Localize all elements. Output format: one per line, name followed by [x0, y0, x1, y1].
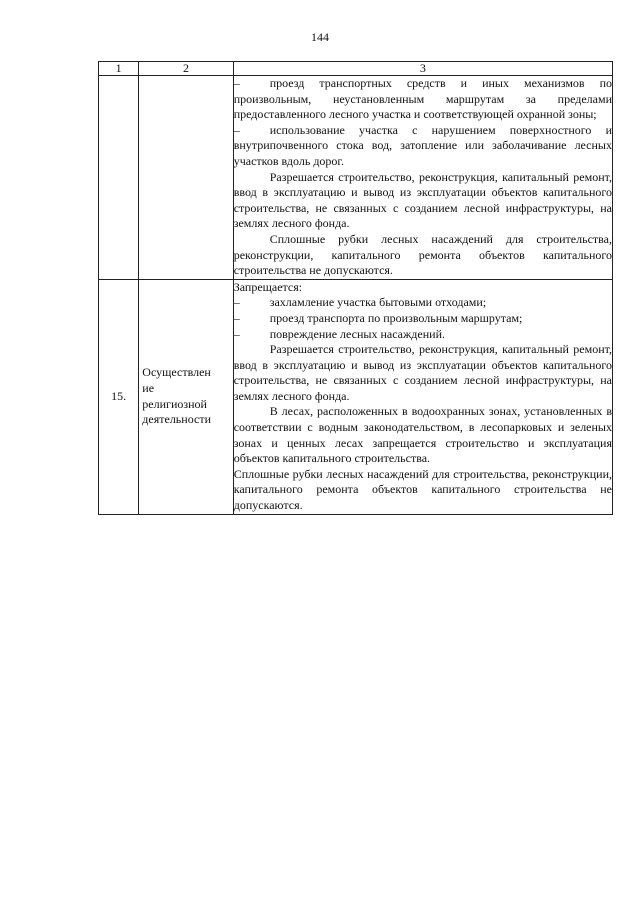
name-line: деятельности [142, 412, 211, 427]
paragraph: Запрещается: [233, 279, 303, 294]
paragraph-text: захламление участка бытовыми отходами; [269, 295, 487, 310]
page-number: 144 [311, 30, 329, 44]
paragraph [234, 123, 612, 170]
table-row-continued [99, 76, 613, 280]
row-continued-num [99, 76, 139, 280]
paragraph: Сплошные рубки лесных насаждений для строительства, реконструкции, капитального ремонта объектов капитального строительства не допускаются. [233, 466, 612, 513]
paragraph-text: проезд транспортных средств и иных механизмов по произвольным, неустановленным маршрутам за пределами предоставленного лесного участка и соответствующей охранной зоны; [233, 76, 612, 122]
name-line: Осуществлен [142, 365, 211, 380]
table-header-row [99, 62, 613, 76]
paragraph [234, 311, 612, 327]
name-line: ие [142, 381, 155, 396]
dash-marker: – [233, 310, 240, 325]
row-15-name [139, 279, 233, 514]
paragraph: Разрешается строительство, реконструкция, капитальный ремонт, ввод в эксплуатацию и вывод из эксплуатации объектов капитального строительства, не связанных с созданием лесной инфраструктуры, на землях лесного фонда. [233, 169, 612, 231]
dash-marker: – [233, 122, 240, 137]
header-col-3: 3 [233, 62, 612, 76]
row-continued-name [139, 76, 233, 280]
dash-marker: – [233, 76, 240, 90]
row-15-num: 15. [99, 279, 139, 514]
paragraph-text: проезд транспорта по произвольным маршрутам; [269, 310, 523, 325]
paragraph-text: повреждение лесных насаждений. [269, 326, 445, 341]
paragraph: Сплошные рубки лесных насаждений для строительства, реконструкции, капитального ремонта объектов капитального строительства не допускаются. [233, 231, 612, 278]
dash-marker: – [233, 295, 240, 310]
paragraph: Разрешается строительство, реконструкция, капитальный ремонт, ввод в эксплуатацию и вывод из эксплуатации объектов капитального строительства, не связанных с созданием лесной инфраструктуры, на землях лесного фонда. [233, 342, 612, 403]
document-table [98, 61, 613, 515]
row-continued-content [233, 76, 612, 280]
paragraph [234, 327, 612, 343]
table-row-15 [99, 279, 613, 514]
paragraph: В лесах, расположенных в водоохранных зонах, установленных в соответствии с водным законодательством, в лесопарковых и зеленых зонах и ценных лесах запрещается строительство и эксплуатация объектов капитального строительства. [233, 404, 612, 466]
dash-marker: – [233, 326, 240, 341]
paragraph [234, 76, 612, 123]
name-line: религиозной [142, 396, 207, 411]
paragraph [234, 295, 612, 311]
paragraph-text: использование участка с нарушением поверхностного и внутрипочвенного стока вод, затопление или заболачивание лесных участков вдоль дорог. [233, 122, 612, 168]
header-col-2: 2 [139, 62, 233, 76]
row-15-content [233, 279, 612, 514]
header-col-1: 1 [99, 62, 139, 76]
